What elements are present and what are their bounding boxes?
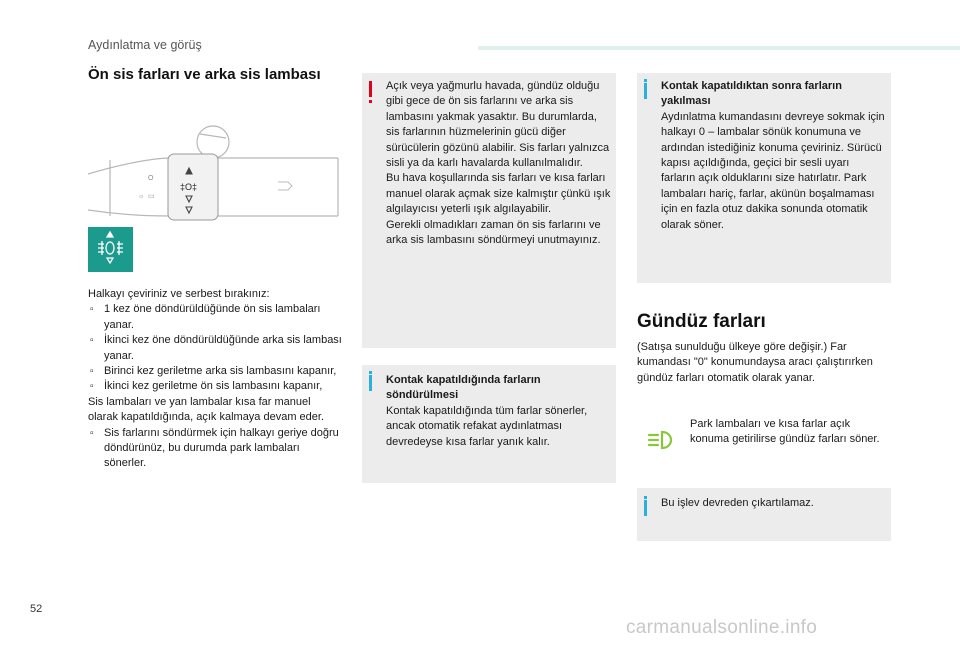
page-number: 52 (30, 603, 43, 615)
running-header: Aydınlatma ve görüş (88, 38, 202, 52)
header-rule (478, 46, 960, 50)
bullet-marker: ▫ (90, 304, 94, 316)
bullet-marker: ▫ (90, 427, 94, 439)
bullet-item: ▫ Sis farlarını söndürmek için halkayı geriye doğru döndürünüz, bu durumda park lambaları sönerler. (90, 426, 339, 470)
warning-bar (369, 81, 372, 97)
fog-lights-instructions (88, 287, 343, 472)
info-dot (644, 496, 647, 499)
daytime-running-light-icon (646, 428, 678, 452)
drl-icon-text: Park lambaları ve kısa farlar açık konuma getirilirse gündüz farları söner. (690, 418, 880, 446)
light-stalk-illustration (88, 112, 343, 222)
svg-text:O: O (148, 175, 154, 182)
info-bar (644, 83, 647, 99)
warning-text: Açık veya yağmurlu havada, gündüz olduğu gibi gece de ön sis farlarını ve arka sis lambasını yakmak yasaktır. Bu durumlarda, sis farlarının hüzmelerinin gücü diğer sürücülerin gözünü alabilir. Sis farları yalnızca sisli ya da karlı havalarda kullanılmalıdır. (386, 80, 610, 170)
bullet-marker: ▫ (90, 381, 94, 393)
drl-icon-wrap (646, 428, 678, 452)
svg-text:‡O‡: ‡O‡ (180, 182, 198, 192)
bullet-item: ▫ İkinci kez öne döndürüldüğünde arka sis lambası yanar. (90, 334, 342, 362)
warning-text-2: Bu hava koşullarında sis farları ve kısa farları manuel olarak açmak size kalmıştır çünkü ışık algılayıcısı yeterli ışık algılayabilir. (386, 172, 611, 216)
info-box-after-ignition (637, 73, 891, 283)
info-bar (369, 375, 372, 391)
info-text: Aydınlatma kumandasını devreye sokmak için halkayı 0 – lambalar sönük konumuna ve ardından istediğiniz konuma çeviriniz. Sürücü kapısı açıldığında, geçici bir sesli uyarı farların açık olduklarını size hatırlatır. Park lambaları hariç, farlar, akünün boşalmaması için en fazla otuz dakika sonunda otomatik olarak söner. (661, 110, 885, 231)
svg-text:☼: ☼ (138, 193, 145, 200)
info-title: Kontak kapatıldığında farların söndürülmesi (386, 374, 541, 402)
svg-text:▭: ▭ (148, 193, 155, 200)
fog-light-icon (88, 227, 133, 272)
paragraph: Sis lambaları ve yan lambalar kısa far manuel olarak kapatıldığında, açık kalmaya devam eder. (88, 395, 325, 424)
bullet-item: ▫ 1 kez öne döndürüldüğünde ön sis lambaları yanar. (90, 303, 321, 331)
fog-light-icon-tile (88, 227, 133, 272)
intro-text: Halkayı çeviriniz ve serbest bırakınız: (88, 288, 270, 300)
warning-box (362, 73, 616, 348)
bullet-marker: ▫ (90, 335, 94, 347)
watermark: carmanualsonline.info (626, 617, 818, 638)
info-box-ignition-off (362, 365, 616, 483)
section-title-daytime-lights: Gündüz farları (637, 311, 766, 332)
warning-text-3: Gerekli olmadıkları zaman ön sis farlarını ve arka sis lambasını söndürmeyi unutmayınız. (386, 218, 601, 247)
info-dot (369, 371, 372, 374)
info-text: Bu işlev devreden çıkartılamaz. (661, 497, 814, 509)
daytime-text: (Satışa sunulduğu ülkeye göre değişir.) Far kumandası "0" konumundaysa aracı çalıştırırken gündüz farları otomatik olarak yanar. (637, 341, 873, 384)
info-dot (644, 79, 647, 82)
bullet-marker: ▫ (90, 366, 94, 378)
bullet-item: ▫ Birinci kez geriletme arka sis lambasını kapanır, (88, 364, 343, 379)
section-title-fog-lights: Ön sis farları ve arka sis lambası (88, 66, 321, 83)
info-title: Kontak kapatıldıktan sonra farların yakılması (661, 80, 842, 108)
warning-dot (369, 100, 372, 103)
fog-lamp-switch-illustration (88, 112, 343, 222)
info-text: Kontak kapatıldığında tüm farlar sönerler, ancak otomatik refakat aydınlatması devredeyse kısa farlar yanık kalır. (386, 404, 588, 448)
bullet-item: ▫ İkinci kez geriletme ön sis lambasını kapanır, (88, 379, 343, 394)
info-box-daytime (637, 488, 891, 541)
info-bar (644, 500, 647, 516)
